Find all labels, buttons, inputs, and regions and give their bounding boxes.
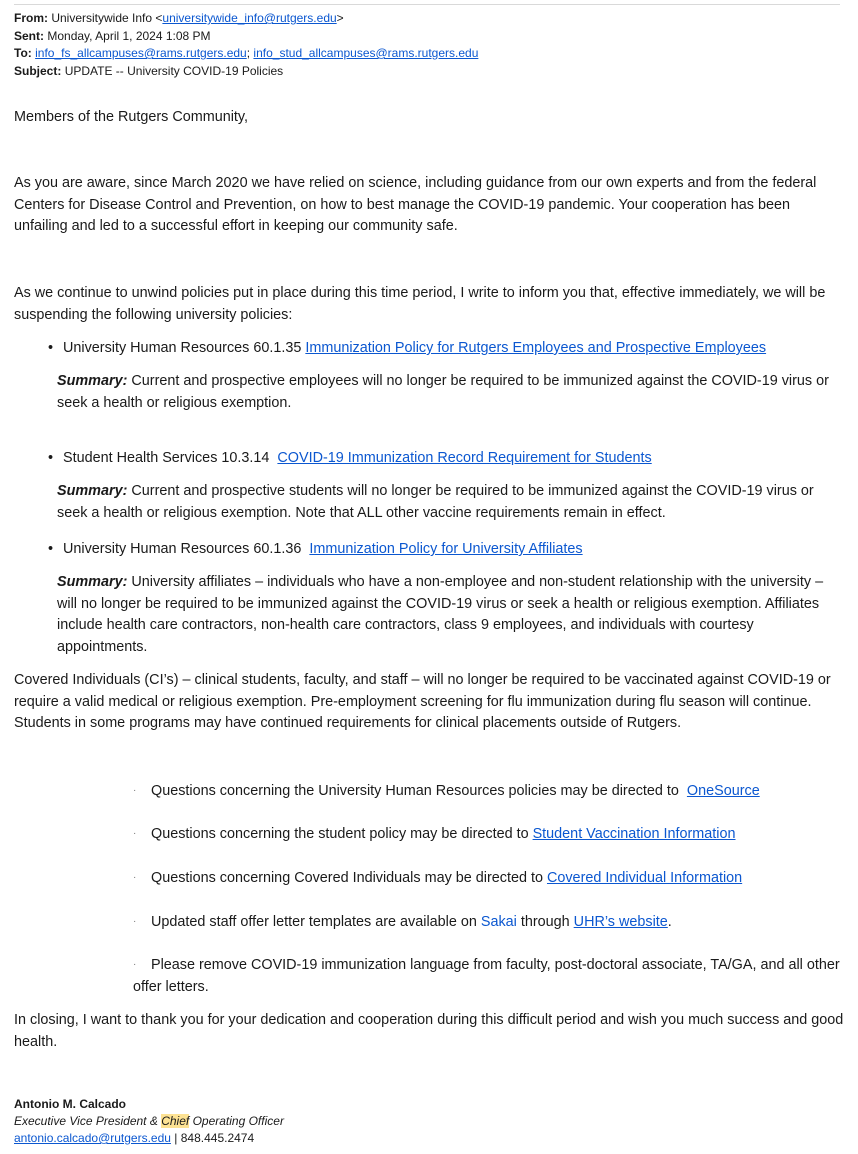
question-item-student — [133, 823, 845, 846]
subject-value: UPDATE -- University COVID-19 Policies — [64, 63, 284, 78]
email-header — [14, 10, 478, 80]
signature-email-link[interactable]: antonio.calcado@rutgers.edu — [14, 1131, 171, 1145]
policy-link-employees[interactable]: Immunization Policy for Rutgers Employees and Prospective Employees — [305, 340, 767, 356]
paragraph-covered-individuals: Covered Individuals (CI’s) – clinical students, faculty, and staff – will no longer be required to be vaccinated against COVID-19 or require a valid medical or religious exemption. Pre-employment screening for flu immunization during flu season will continue. Students in some programs may have continued requirements for clinical placements outside of Rutgers. — [14, 672, 831, 732]
policy-item-affiliates — [48, 539, 583, 561]
to-separator: ; — [246, 46, 251, 60]
covered-individual-link[interactable]: Covered Individual Information — [546, 870, 743, 886]
policy-prefix: University Human Resources 60.1.36 — [63, 541, 302, 557]
bullet-dot-icon: • — [48, 340, 54, 356]
from-name: Universitywide Info < — [51, 11, 163, 25]
uhr-website-link[interactable]: UHR’s website — [573, 914, 668, 930]
bullet-dot-icon: • — [48, 450, 54, 466]
to-email-link-2[interactable]: info_stud_allcampuses@rams.rutgers.edu — [253, 46, 479, 60]
sakai-link[interactable]: Sakai — [480, 914, 517, 930]
closing-paragraph: In closing, I want to thank you for your dedication and cooperation during this difficult period and wish you much success and good health. — [14, 1012, 844, 1050]
question-text: Questions concerning Covered Individuals may be directed to — [151, 870, 543, 886]
middot-icon: · — [133, 785, 137, 796]
paragraph-intro: As you are aware, since March 2020 we have relied on science, including guidance from our own experts and from the federal Centers for Disease Control and Prevention, on how to best manage the COVID-19 pandemic. Your cooperation has been unfailing and led to a successful effort in keeping our community safe. — [14, 175, 817, 235]
question-text-through: through — [520, 914, 570, 930]
from-email-link[interactable]: universitywide_info@rutgers.edu — [162, 11, 337, 25]
summary-text: Current and prospective students will no longer be required to be immunized against the COVID-19 virus or seek a health or religious exemption. Note that ALL other vaccine requirements remain in effect. — [57, 483, 814, 521]
bullet-dot-icon: • — [48, 541, 54, 557]
policy-summary-students — [57, 481, 842, 524]
question-item-covered — [133, 867, 845, 890]
signature-name: Antonio M. Calcado — [14, 1097, 126, 1111]
question-item-hr — [133, 780, 845, 803]
summary-label: Summary: — [57, 574, 128, 590]
from-label: From: — [14, 11, 48, 25]
middot-icon: · — [133, 959, 137, 970]
title-part-a: Executive Vice President & — [14, 1114, 158, 1128]
question-item-offer-templates — [133, 911, 845, 934]
policy-item-students — [48, 448, 652, 470]
to-email-link-1[interactable]: info_fs_allcampuses@rams.rutgers.edu — [35, 46, 247, 60]
policy-link-students[interactable]: COVID-19 Immunization Record Requirement for Students — [277, 450, 652, 466]
middot-icon: · — [133, 872, 137, 883]
question-text: Updated staff offer letter templates are available on — [151, 914, 477, 930]
summary-text: Current and prospective employees will no longer be required to be immunized against the COVID-19 virus or seek a health or religious exemption. — [57, 373, 829, 411]
policy-summary-employees — [57, 371, 842, 414]
title-part-b: Operating Officer — [192, 1114, 284, 1128]
summary-label: Summary: — [57, 483, 128, 499]
policy-prefix: Student Health Services 10.3.14 — [63, 450, 270, 466]
signature-title — [14, 1113, 284, 1130]
question-item-remove-language — [133, 954, 845, 998]
middot-icon: · — [133, 916, 137, 927]
onesource-link[interactable]: OneSource — [686, 783, 760, 799]
from-line — [14, 10, 478, 28]
from-close: > — [336, 11, 344, 25]
header-divider — [14, 4, 840, 5]
sent-line — [14, 28, 478, 46]
policy-item-employees — [48, 338, 766, 360]
middot-icon: · — [133, 828, 137, 839]
title-highlight: Chief — [161, 1114, 190, 1128]
signature-block — [14, 1096, 284, 1147]
policy-prefix: University Human Resources 60.1.35 — [63, 340, 302, 356]
sent-value: Monday, April 1, 2024 1:08 PM — [47, 28, 211, 43]
paragraph-unwind: As we continue to unwind policies put in place during this time period, I write to inform you that, effective immediately, we will be suspending the following university policies: — [14, 285, 826, 323]
to-line — [14, 45, 478, 63]
policy-summary-affiliates — [57, 572, 842, 658]
signature-phone: | 848.445.2474 — [174, 1131, 255, 1145]
summary-text: University affiliates – individuals who have a non-employee and non-student relationship with the university – will no longer be required to be immunized against the COVID-19 virus or seek a health or religious exemption. Affiliates include health care contractors, non-health care contractors, class 9 employees, and individuals with courtesy appointments. — [57, 574, 824, 655]
question-text: Please remove COVID-19 immunization language from faculty, post-doctoral associate, TA/GA, and all other offer letters. — [133, 957, 840, 995]
subject-label: Subject: — [14, 63, 62, 78]
student-vaccination-link[interactable]: Student Vaccination Information — [532, 826, 736, 842]
to-label: To: — [14, 46, 32, 60]
greeting: Members of the Rutgers Community, — [14, 109, 249, 125]
sent-label: Sent: — [14, 28, 44, 43]
subject-line — [14, 63, 478, 81]
signature-contact — [14, 1130, 284, 1147]
period: . — [667, 914, 672, 930]
policy-link-affiliates[interactable]: Immunization Policy for University Affiliates — [309, 541, 583, 557]
summary-label: Summary: — [57, 373, 128, 389]
question-text: Questions concerning the student policy may be directed to — [151, 826, 529, 842]
question-text: Questions concerning the University Human Resources policies may be directed to — [151, 783, 679, 799]
